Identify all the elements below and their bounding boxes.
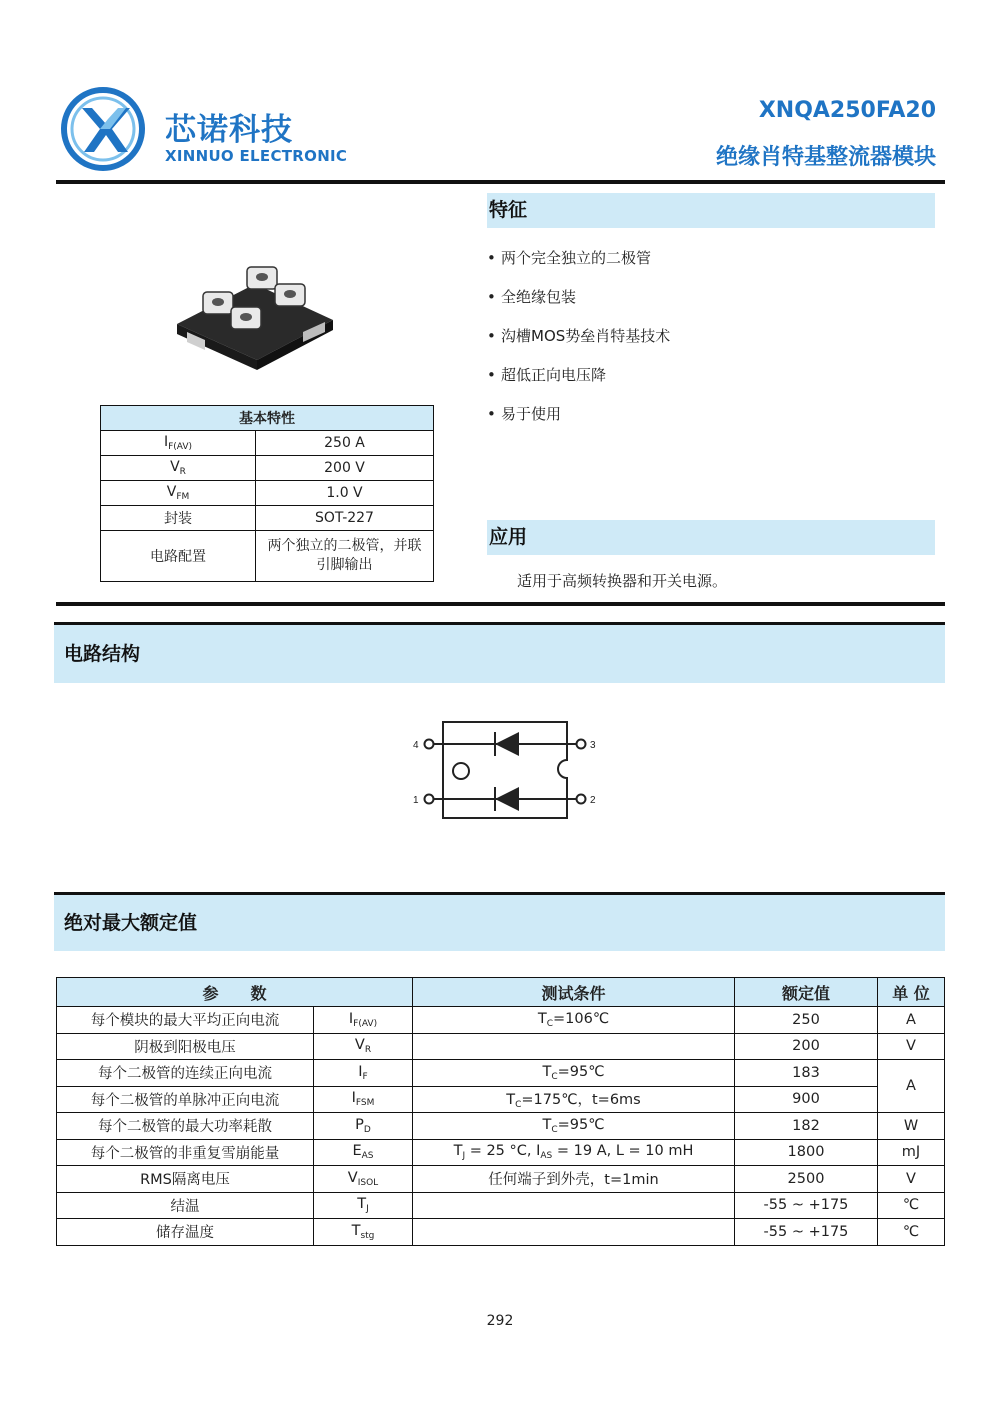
rated-value: 183 xyxy=(734,1060,877,1087)
param-name: 每个二极管的单脉冲正向电流 xyxy=(57,1086,314,1113)
param-symbol: T xyxy=(357,1196,367,1213)
brand-name-en: XINNUO ELECTRONIC xyxy=(165,147,348,165)
module-photo-icon xyxy=(175,262,335,372)
param-symbol: T xyxy=(351,1222,361,1239)
param-value: 200 V xyxy=(256,456,434,481)
condition-subscript: C xyxy=(546,1018,553,1029)
condition-subscript: AS xyxy=(540,1151,553,1162)
list-item: • 超低正向电压降 xyxy=(487,365,670,404)
condition xyxy=(412,1033,734,1060)
unit: A xyxy=(877,1007,944,1034)
table-row xyxy=(101,481,434,506)
application-text: 适用于高频转换器和开关电源。 xyxy=(517,572,728,590)
param-label: 封装 xyxy=(101,506,256,531)
unit: mJ xyxy=(877,1139,944,1166)
ratings-heading: 绝对最大额定值 xyxy=(54,895,945,951)
param-symbol: V xyxy=(347,1169,358,1186)
param-subscript: F xyxy=(362,1071,368,1082)
param-name: RMS隔离电压 xyxy=(57,1166,314,1193)
table-row xyxy=(57,1166,945,1193)
table-row xyxy=(101,431,434,456)
table-row xyxy=(101,531,434,582)
condition: T xyxy=(542,1063,552,1080)
table-row xyxy=(57,1192,945,1219)
section-divider xyxy=(56,602,945,606)
param-value: 两个独立的二极管，并联 xyxy=(267,538,422,554)
param-value: 1.0 V xyxy=(256,481,434,506)
col-header: 测试条件 xyxy=(412,978,734,1007)
param-name: 每个模块的最大平均正向电流 xyxy=(57,1007,314,1034)
table-header-row xyxy=(57,978,945,1007)
condition: 任何端子到外壳，t=1min xyxy=(412,1166,734,1193)
param-symbol: V xyxy=(354,1037,365,1054)
pin-label: 3 xyxy=(590,740,596,751)
condition-subscript: C xyxy=(551,1124,558,1135)
table-row xyxy=(101,456,434,481)
param-symbol: V xyxy=(166,484,177,500)
pin-label: 1 xyxy=(413,795,419,806)
param-symbol: E xyxy=(352,1143,362,1160)
param-subscript: D xyxy=(363,1124,371,1135)
unit: ℃ xyxy=(877,1192,944,1219)
rated-value: 2500 xyxy=(734,1166,877,1193)
param-symbol: P xyxy=(355,1116,364,1133)
param-label: 电路配置 xyxy=(101,531,256,582)
param-symbol: I xyxy=(348,1010,354,1027)
rated-value: -55 ~ +175 xyxy=(734,1192,877,1219)
table-row xyxy=(57,1219,945,1246)
rated-value: 900 xyxy=(734,1086,877,1113)
pin-label: 2 xyxy=(590,795,596,806)
col-header: 参 数 xyxy=(57,978,413,1007)
param-name: 每个二极管的非重复雪崩能量 xyxy=(57,1139,314,1166)
part-description: 绝缘肖特基整流器模块 xyxy=(715,145,936,170)
condition: T xyxy=(537,1010,547,1027)
param-subscript: FSM xyxy=(355,1098,375,1109)
features-heading: 特征 xyxy=(487,193,935,228)
basic-characteristics-table xyxy=(100,405,434,582)
application-heading: 应用 xyxy=(487,520,935,555)
col-header: 额定值 xyxy=(734,978,877,1007)
condition: T xyxy=(542,1116,552,1133)
param-subscript: F(AV) xyxy=(353,1018,378,1029)
param-symbol: I xyxy=(351,1090,356,1107)
unit: A xyxy=(877,1060,944,1113)
table-row xyxy=(57,1007,945,1034)
table-row xyxy=(101,506,434,531)
condition-rest: =95℃ xyxy=(557,1063,605,1080)
condition-rest: =175℃，t=6ms xyxy=(521,1092,641,1109)
unit: ℃ xyxy=(877,1219,944,1246)
param-symbol: V xyxy=(170,459,180,475)
rated-value: -55 ~ +175 xyxy=(734,1219,877,1246)
param-value: 250 A xyxy=(256,431,434,456)
circuit-diagram-icon xyxy=(405,718,605,828)
unit: V xyxy=(877,1166,944,1193)
param-name: 储存温度 xyxy=(57,1219,314,1246)
condition-rest: = 19 A, L = 10 mH xyxy=(552,1143,694,1160)
list-item: • 易于使用 xyxy=(487,404,670,443)
basic-table-title: 基本特性 xyxy=(101,406,434,431)
param-symbol: I xyxy=(358,1063,363,1080)
brand-name-cn: 芯诺科技 xyxy=(165,112,293,148)
condition: T xyxy=(453,1143,463,1160)
part-number: XNQA250FA20 xyxy=(758,98,936,123)
table-row xyxy=(57,1033,945,1060)
param-symbol: I xyxy=(163,434,169,450)
table-row xyxy=(57,1060,945,1087)
condition-rest: =95℃ xyxy=(557,1116,605,1133)
table-row xyxy=(57,1086,945,1113)
param-subscript: stg xyxy=(360,1230,375,1241)
company-logo-icon xyxy=(60,86,146,172)
unit: W xyxy=(877,1113,944,1140)
condition-subscript: J xyxy=(462,1151,466,1162)
param-name: 每个二极管的连续正向电流 xyxy=(57,1060,314,1087)
rated-value: 200 xyxy=(734,1033,877,1060)
list-item: • 全绝缘包装 xyxy=(487,287,670,326)
rated-value: 250 xyxy=(734,1007,877,1034)
table-row xyxy=(57,1113,945,1140)
param-subscript: ISOL xyxy=(357,1177,379,1188)
condition xyxy=(412,1219,734,1246)
param-subscript: FM xyxy=(176,492,190,502)
header-divider xyxy=(56,180,945,184)
param-name: 结温 xyxy=(57,1192,314,1219)
table-row xyxy=(57,1139,945,1166)
param-subscript: F(AV) xyxy=(168,442,193,452)
unit: V xyxy=(877,1033,944,1060)
condition-subscript: C xyxy=(551,1071,558,1082)
param-value-line2: 引脚输出 xyxy=(316,557,373,573)
param-value: SOT-227 xyxy=(256,506,434,531)
condition xyxy=(412,1192,734,1219)
page-number: 292 xyxy=(486,1313,514,1329)
condition-rest: =106℃ xyxy=(553,1010,610,1027)
param-name: 每个二极管的最大功率耗散 xyxy=(57,1113,314,1140)
list-item: • 两个完全独立的二极管 xyxy=(487,248,670,287)
param-subscript: R xyxy=(179,467,186,477)
rated-value: 1800 xyxy=(734,1139,877,1166)
ratings-table xyxy=(56,977,945,1246)
rated-value: 182 xyxy=(734,1113,877,1140)
list-item: • 沟槽MOS势垒肖特基技术 xyxy=(487,326,670,365)
features-list xyxy=(487,248,670,443)
col-header: 单 位 xyxy=(877,978,944,1007)
pin-label: 4 xyxy=(413,740,419,751)
param-subscript: J xyxy=(366,1204,369,1215)
condition: T xyxy=(506,1092,516,1109)
condition-rest: = 25 °C, I xyxy=(465,1143,541,1160)
param-subscript: AS xyxy=(361,1151,374,1162)
param-subscript: R xyxy=(364,1045,372,1056)
circuit-heading: 电路结构 xyxy=(54,625,945,683)
param-name: 阴极到阳极电压 xyxy=(57,1033,314,1060)
condition-subscript: C xyxy=(515,1100,522,1111)
